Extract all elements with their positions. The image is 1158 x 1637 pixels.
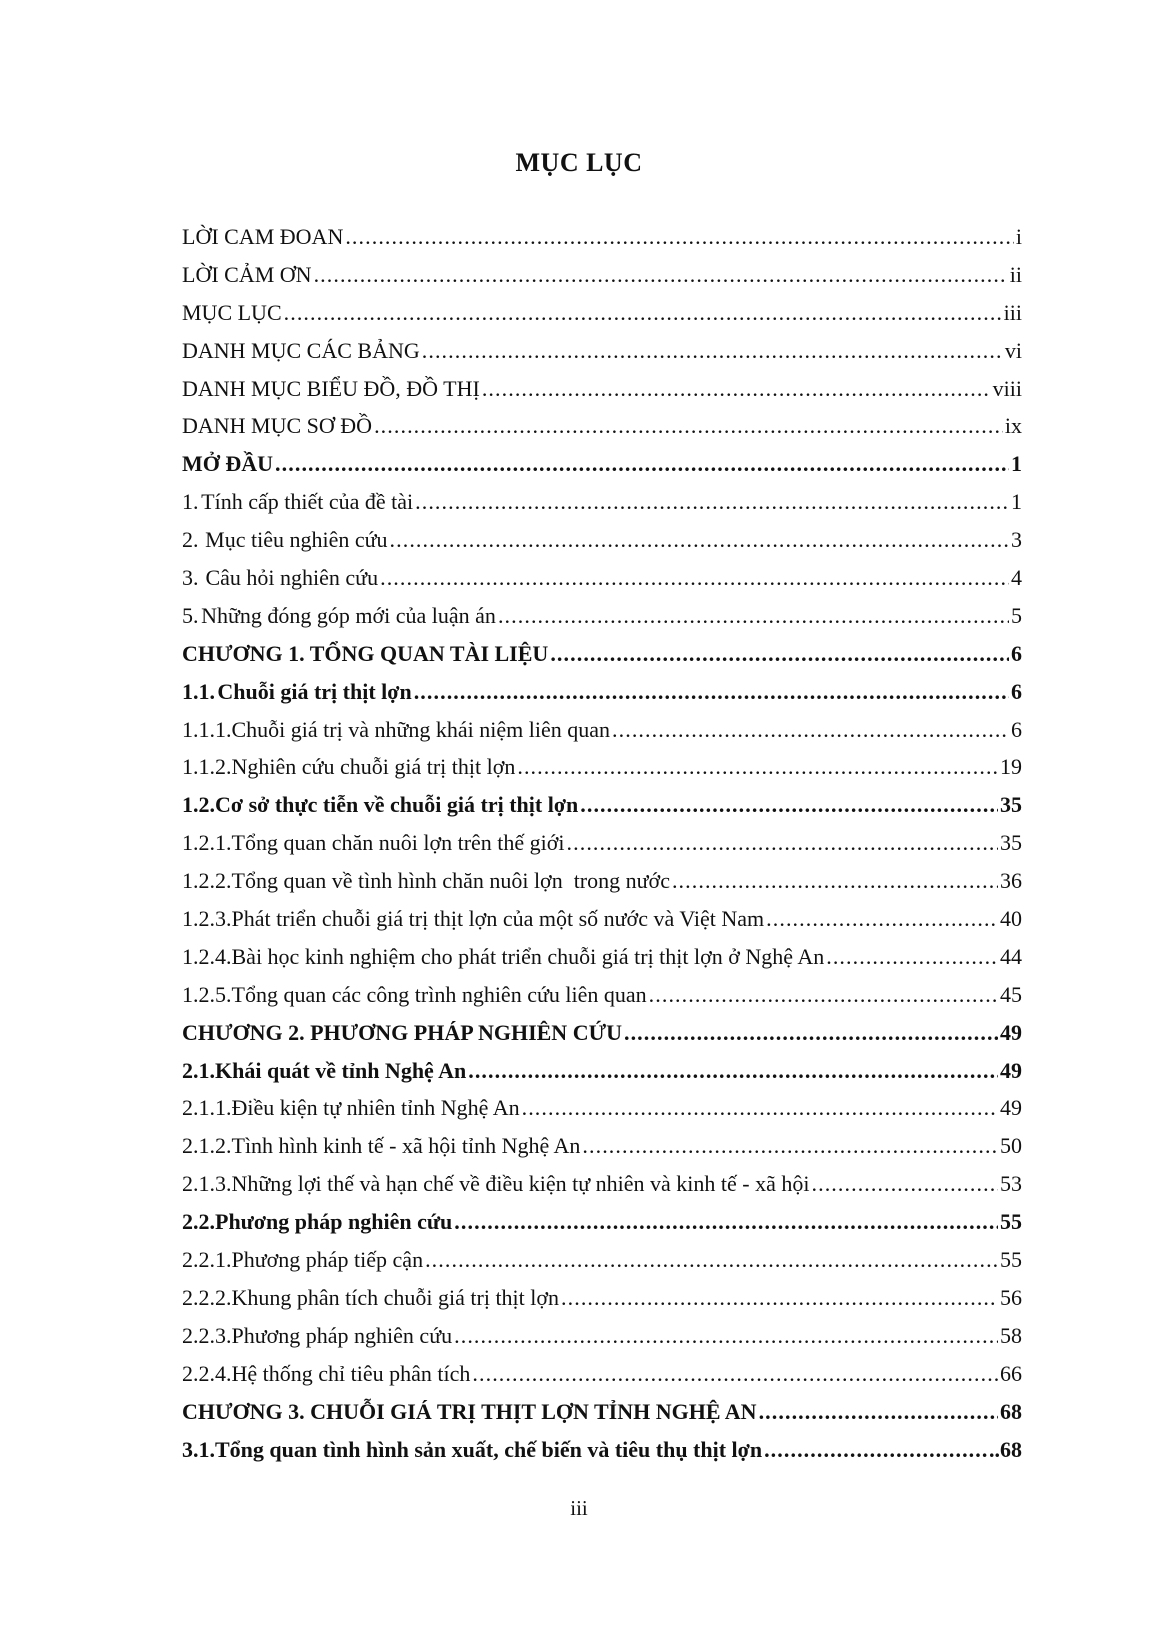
toc-entry-page: 58 — [1000, 1322, 1022, 1348]
toc-entry-text: Điều kiện tự nhiên tỉnh Nghệ An — [231, 1095, 520, 1121]
toc-entry-page: 35 — [1000, 830, 1022, 856]
toc-leader-dots — [482, 376, 991, 402]
toc-entry[interactable] — [182, 1095, 1022, 1133]
toc-entry-text: Tổng quan chăn nuôi lợn trên thế giới — [231, 830, 565, 856]
toc-entry-text: Phương pháp tiếp cận — [231, 1247, 424, 1273]
table-of-contents — [182, 224, 1022, 1474]
toc-entry[interactable] — [182, 1323, 1022, 1361]
toc-leader-dots — [550, 641, 1009, 667]
toc-entry-number: 1.2.5. — [182, 981, 232, 1007]
toc-entry-text: Tính cấp thiết của đề tài — [201, 489, 414, 515]
toc-entry[interactable] — [182, 565, 1022, 603]
toc-leader-dots — [766, 906, 998, 932]
toc-entry-text: Chuỗi giá trị thịt lợn — [217, 678, 412, 704]
toc-entry-page: 53 — [1000, 1171, 1022, 1197]
toc-entry-page: 5 — [1011, 602, 1022, 628]
toc-leader-dots — [284, 300, 1002, 326]
toc-entry-text: Chuỗi giá trị và những khái niệm liên quan — [231, 716, 611, 742]
toc-entry-section[interactable] — [182, 679, 1022, 717]
toc-entry-number: 1.2.2. — [182, 868, 232, 894]
toc-leader-dots — [764, 1437, 987, 1463]
toc-entry-text: Tổng quan tình hình sản xuất, chế biến và tiêu thụ thịt lợn — [215, 1436, 763, 1462]
toc-entry-page: 49 — [1000, 1057, 1022, 1083]
toc-entry-number: 1. — [182, 489, 199, 515]
toc-entry-text: DANH MỤC CÁC BẢNG — [182, 337, 420, 363]
toc-entry-page: 6 — [1011, 716, 1022, 742]
toc-leader-dots — [380, 565, 1009, 591]
toc-entry-text: Tổng quan về tình hình chăn nuôi lợn trong nước — [231, 868, 670, 894]
toc-entry-text: Phương pháp nghiên cứu — [231, 1322, 453, 1348]
toc-leader-dots — [472, 1361, 998, 1387]
toc-entry-page: 49 — [1000, 1019, 1022, 1045]
toc-entry-text: Hệ thống chỉ tiêu phân tích — [231, 1360, 471, 1386]
toc-entry-text: Khái quát về tỉnh Nghệ An — [215, 1057, 467, 1083]
toc-leader-dots — [812, 1171, 999, 1197]
toc-entry-page: 36 — [1000, 868, 1022, 894]
toc-leader-dots — [454, 1323, 998, 1349]
toc-entry-page: 40 — [1000, 906, 1022, 932]
toc-entry[interactable] — [182, 1133, 1022, 1171]
toc-entry-number: 1.2.3. — [182, 906, 232, 932]
toc-leader-dots — [582, 1133, 998, 1159]
toc-entry[interactable] — [182, 262, 1022, 300]
toc-entry-number: 1.2.1. — [182, 830, 232, 856]
toc-entry-number: 1.2. — [182, 792, 215, 818]
toc-entry-number: 2.2. — [182, 1209, 215, 1235]
toc-leader-dots — [345, 224, 1014, 250]
toc-entry-text: MỤC LỤC — [182, 299, 282, 325]
toc-entry[interactable] — [182, 1247, 1022, 1285]
toc-leader-dots — [374, 413, 1003, 439]
toc-entry-text: Tình hình kinh tế - xã hội tỉnh Nghệ An — [231, 1133, 581, 1159]
toc-leader-dots — [826, 944, 998, 970]
toc-entry[interactable] — [182, 754, 1022, 792]
toc-entry[interactable] — [182, 1361, 1022, 1399]
toc-entry-page: ..68 — [989, 1436, 1022, 1462]
toc-leader-dots — [414, 679, 1009, 705]
toc-entry-text: Phương pháp nghiên cứu — [215, 1209, 453, 1235]
toc-entry-page: 1 — [1011, 489, 1022, 515]
toc-entry-number: 2.2.4. — [182, 1360, 232, 1386]
toc-leader-dots — [468, 1058, 998, 1084]
toc-leader-dots — [390, 527, 1009, 553]
toc-entry-page: 68 — [1000, 1398, 1022, 1424]
toc-entry-page: 55 — [1000, 1209, 1022, 1235]
toc-entry-number: 2.1.2. — [182, 1133, 232, 1159]
toc-entry-page: 44 — [1000, 943, 1022, 969]
toc-entry-number: 2.2.1. — [182, 1247, 232, 1273]
toc-entry[interactable] — [182, 1171, 1022, 1209]
toc-entry-text: Tổng quan các công trình nghiên cứu liên quan — [231, 981, 647, 1007]
toc-entry-page: i — [1015, 224, 1022, 249]
toc-entry-text: Những đóng góp mới của luận án — [201, 602, 496, 628]
toc-entry-text: Nghiên cứu chuỗi giá trị thịt lợn — [231, 754, 516, 780]
toc-entry-text: Cơ sở thực tiễn về chuỗi giá trị thịt lợn — [215, 792, 579, 818]
toc-entry-chapter[interactable] — [182, 1399, 1022, 1437]
toc-entry[interactable] — [182, 982, 1022, 1020]
toc-entry-number: 2. — [182, 527, 199, 553]
toc-entry-number: 3. — [182, 565, 199, 591]
toc-entry-text: DANH MỤC BIỂU ĐỒ, ĐỒ THỊ — [182, 375, 480, 401]
toc-leader-dots — [415, 489, 1009, 515]
toc-entry-text: LỜI CAM ĐOAN — [182, 224, 344, 249]
toc-entry-number: 1.2.4. — [182, 943, 232, 969]
toc-entry[interactable] — [182, 376, 1022, 414]
toc-entry[interactable] — [182, 338, 1022, 376]
toc-leader-dots — [498, 603, 1009, 629]
toc-entry-page: iii — [1003, 299, 1022, 325]
toc-entry-number: 1.1. — [182, 678, 215, 704]
toc-entry-number: 2.1. — [182, 1057, 215, 1083]
toc-leader-dots — [275, 451, 1009, 477]
toc-leader-dots — [759, 1399, 998, 1425]
toc-entry-page: 50 — [1000, 1133, 1022, 1159]
toc-entry-text: Câu hỏi nghiên cứu — [205, 565, 379, 591]
toc-entry-text: Khung phân tích chuỗi giá trị thịt lợn — [231, 1284, 560, 1310]
toc-entry-number: 1.1.2. — [182, 754, 232, 780]
toc-entry-number: 2.1.3. — [182, 1171, 232, 1197]
toc-leader-dots — [425, 1247, 998, 1273]
toc-entry-number: 2.2.2. — [182, 1284, 232, 1310]
page-number-footer: iii — [570, 1496, 588, 1520]
toc-entry-text: CHƯƠNG 1. TỔNG QUAN TÀI LIỆU — [182, 640, 549, 666]
toc-entry-chapter[interactable] — [182, 1020, 1022, 1058]
toc-leader-dots — [612, 717, 1009, 743]
toc-entry-text: Phát triển chuỗi giá trị thịt lợn của một số nước và Việt Nam — [231, 906, 765, 932]
toc-entry[interactable] — [182, 489, 1022, 527]
toc-entry-page: ix — [1004, 413, 1022, 439]
toc-entry-text: MỞ ĐẦU — [182, 451, 274, 477]
toc-entry-page: 66 — [1000, 1360, 1022, 1386]
toc-entry-section[interactable] — [182, 1209, 1022, 1247]
toc-entry[interactable] — [182, 527, 1022, 565]
toc-leader-dots — [422, 338, 1003, 364]
toc-entry-text: Những lợi thế và hạn chế về điều kiện tự nhiên và kinh tế - xã hội — [231, 1171, 810, 1197]
toc-entry-page: 19 — [1000, 754, 1022, 780]
toc-entry-page: 6 — [1011, 640, 1022, 666]
toc-entry[interactable] — [182, 413, 1022, 451]
toc-leader-dots — [672, 868, 998, 894]
toc-entry-text: CHƯƠNG 2. PHƯƠNG PHÁP NGHIÊN CỨU — [182, 1019, 622, 1045]
toc-entry[interactable] — [182, 868, 1022, 906]
toc-entry[interactable] — [182, 603, 1022, 641]
toc-entry-number: 2.2.3. — [182, 1322, 232, 1348]
toc-entry-text: LỜI CẢM ƠN — [182, 261, 312, 287]
toc-entry-page: 45 — [1000, 981, 1022, 1007]
toc-leader-dots — [649, 982, 998, 1008]
toc-entry[interactable] — [182, 944, 1022, 982]
toc-entry-text: CHƯƠNG 3. CHUỖI GIÁ TRỊ THỊT LỢN TỈNH NGHỆ AN — [182, 1398, 757, 1424]
toc-entry-page: viii — [992, 375, 1022, 401]
toc-entry-heading[interactable] — [182, 451, 1022, 489]
toc-leader-dots — [580, 792, 998, 818]
toc-entry[interactable] — [182, 906, 1022, 944]
toc-leader-dots — [517, 754, 998, 780]
toc-leader-dots — [561, 1285, 998, 1311]
toc-entry-section[interactable] — [182, 1437, 1022, 1475]
page-title: MỤC LỤC — [515, 148, 643, 177]
toc-entry-page: 1 — [1011, 451, 1022, 477]
toc-leader-dots — [567, 830, 998, 856]
toc-entry-number: 1.1.1. — [182, 716, 232, 742]
toc-entry-page: 4 — [1011, 565, 1022, 591]
toc-entry-page: 6 — [1011, 678, 1022, 704]
toc-entry[interactable] — [182, 224, 1022, 262]
toc-leader-dots — [454, 1209, 998, 1235]
toc-leader-dots — [624, 1020, 998, 1046]
toc-entry-page: 3 — [1011, 527, 1022, 553]
toc-entry-section[interactable] — [182, 792, 1022, 830]
toc-entry[interactable] — [182, 717, 1022, 755]
toc-entry-page: ii — [1009, 261, 1022, 287]
toc-entry-page: 56 — [1000, 1284, 1022, 1310]
toc-entry-page: vi — [1004, 337, 1022, 363]
toc-entry-page: 55 — [1000, 1247, 1022, 1273]
toc-leader-dots — [522, 1095, 998, 1121]
toc-entry-chapter[interactable] — [182, 641, 1022, 679]
toc-entry[interactable] — [182, 1285, 1022, 1323]
toc-leader-dots — [314, 262, 1008, 288]
toc-entry-page: 35 — [1000, 792, 1022, 818]
toc-entry-number: 5. — [182, 602, 199, 628]
toc-entry-section[interactable] — [182, 1058, 1022, 1096]
toc-entry[interactable] — [182, 830, 1022, 868]
toc-entry-page: 49 — [1000, 1095, 1022, 1121]
toc-entry-text: DANH MỤC SƠ ĐỒ — [182, 413, 373, 439]
toc-entry-text: Bài học kinh nghiệm cho phát triển chuỗi giá trị thịt lợn ở Nghệ An — [231, 943, 825, 969]
toc-entry[interactable] — [182, 300, 1022, 338]
toc-entry-number: 2.1.1. — [182, 1095, 232, 1121]
toc-entry-text: Mục tiêu nghiên cứu — [205, 527, 388, 553]
toc-entry-number: 3.1. — [182, 1436, 215, 1462]
